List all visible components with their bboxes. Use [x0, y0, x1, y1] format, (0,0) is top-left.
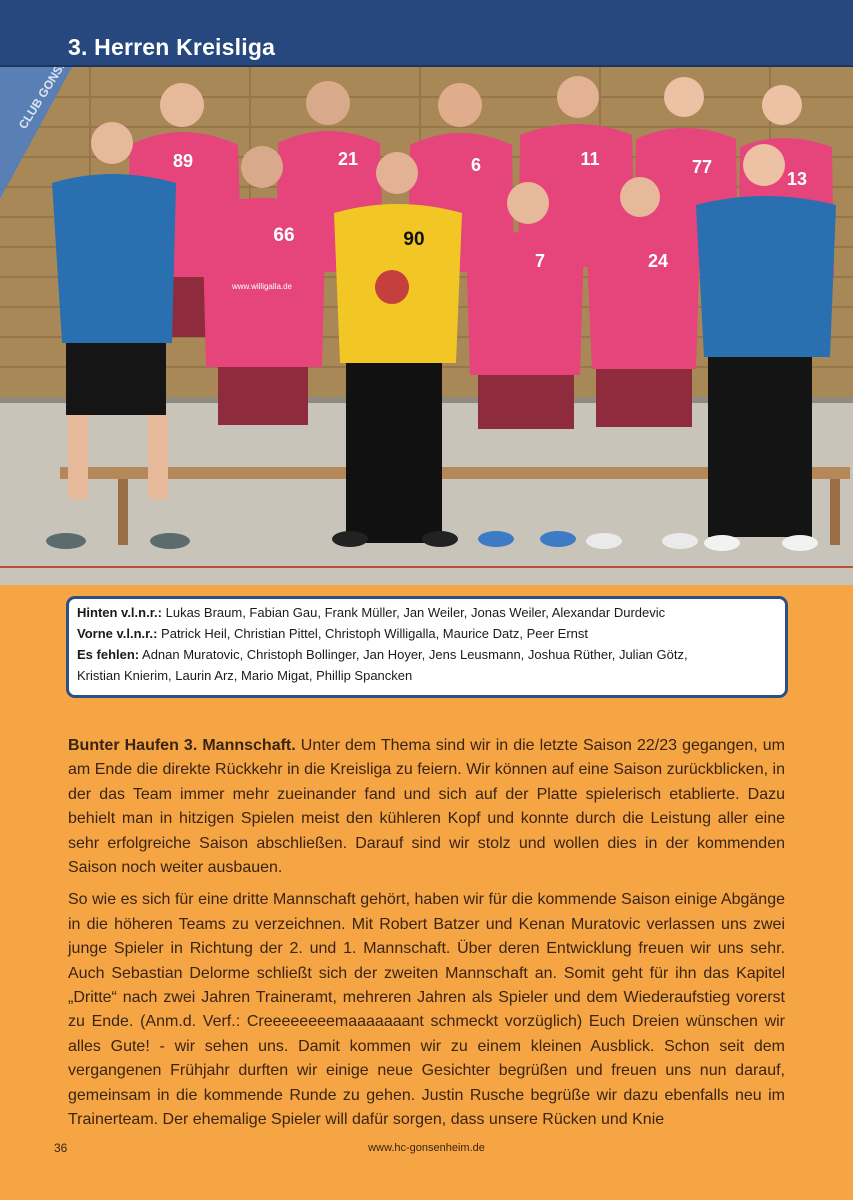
banner-text: CLUB	[15, 95, 46, 132]
svg-text:6: 6	[470, 155, 482, 175]
svg-text:13: 13	[786, 169, 808, 189]
caption-row-missing-cont: Kristian Knierim, Laurin Arz, Mario Migat, Phillip Spancken	[77, 668, 413, 683]
page-title: 3. Herren Kreisliga	[68, 34, 276, 60]
caption-row-front: Vorne v.l.n.r.: Patrick Heil, Christian Pittel, Christoph Willigalla, Maurice Datz, Peer Ernst	[77, 626, 589, 641]
article-paragraph-2: So wie es sich für eine dritte Mannschaft gehört, haben wir für die kommende Saison einige Abgänge in die höheren Teams zu verzeichnen. Mit Robert Batzer und Kenan Muratovic verlassen uns zwei junge Spieler in Richtung der 2. und 1. Mannschaft. Über deren Entwicklung freuen wir uns sehr. Auch Sebastian Delorme schließt sich der zweiten Mannschaft an. Somit geht für ihn das Kapitel „Dritte“ nach zwei Jahren Traineramt, mehreren Jahren als Spieler und dem Wiederaufstieg vorerst zu Ende. (Anm.d. Verf.: Creeeeeeeemaaaaaaant schmeckt vorzüglich) Euch Dreien wünschen wir alles Gute! - wir sehen uns. Damit kommen wir zu einem kleinen Ausblick. Schon seit dem vergangenen Frühjahr durften wir einige neue Gesichter begrüßen und freuen uns nun darauf, gemeinsam in die kommende Runde zu gehen. Justin Rusche begrüße wir dazu ebenfalls neu im Trainerteam. Der ehemalige Spieler will dafür sorgen, dass unsere Rücken und Knie	[68, 891, 785, 1129]
page-header	[0, 0, 853, 67]
article-lead: Bunter Haufen 3. Mannschaft.	[68, 737, 296, 754]
svg-text:66: 66	[273, 225, 295, 246]
article-paragraph-1: Bunter Haufen 3. Mannschaft. Unter dem Thema sind wir in die letzte Saison 22/23 gegangen, um am Ende die direkte Rückkehr in die Kreisliga zu feiern. Wir können auf eine Saison zurückblicken, in der das Team immer mehr zueinander fand und sich auf der Platte spielerisch etablierte. Dazu behielt man in hitzigen Spielen meist den kühleren Kopf und konnte durch die Leistung aller eine sehr erfolgreiche Saison abschließen. Darauf sind wir stolz und wollen dies in der kommenden Saison noch weiter ausbauen.	[68, 737, 785, 877]
svg-text:7: 7	[534, 251, 546, 271]
svg-text:90: 90	[403, 229, 425, 250]
svg-text:11: 11	[580, 149, 600, 169]
footer-url: www.hc-gonsenheim.de	[368, 1142, 485, 1154]
svg-text:24: 24	[647, 251, 669, 271]
article-body	[68, 734, 785, 1141]
caption-box	[66, 596, 788, 698]
caption-row-back: Hinten v.l.n.r.: Lukas Braum, Fabian Gau, Frank Müller, Jan Weiler, Jonas Weiler, Alexandar Durdevic	[77, 605, 666, 620]
svg-text:77: 77	[691, 157, 713, 177]
page-number: 36	[54, 1141, 68, 1155]
svg-text:21: 21	[337, 149, 359, 169]
team-photo	[0, 67, 853, 585]
svg-text:www.willigalla.de: www.willigalla.de	[231, 282, 293, 291]
caption-row-missing: Es fehlen: Adnan Muratovic, Christoph Bollinger, Jan Hoyer, Jens Leusmann, Joshua Rüther, Julian Götz,	[77, 647, 688, 662]
svg-text:89: 89	[172, 151, 194, 171]
